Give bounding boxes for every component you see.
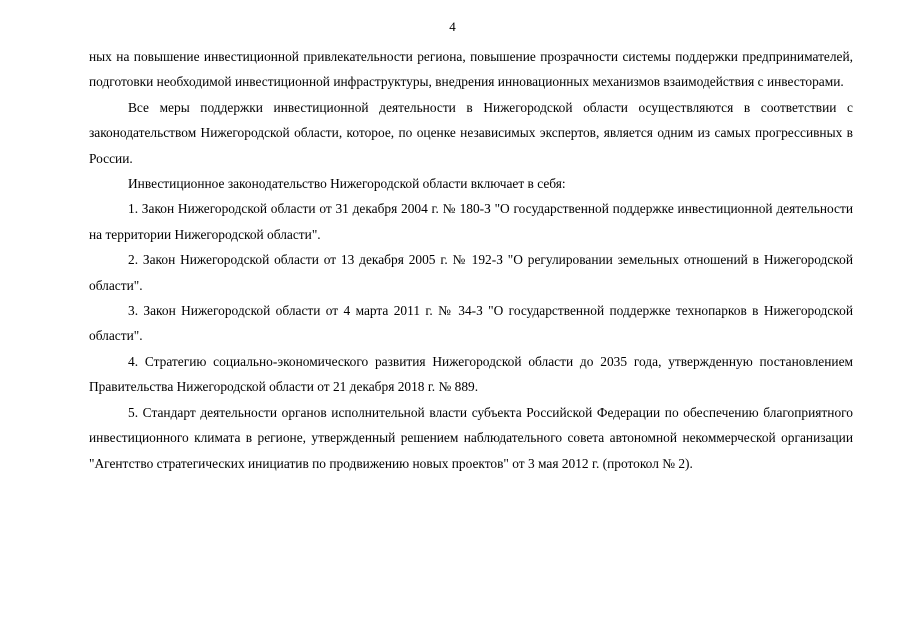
list-item-law-192: 2. Закон Нижегородской области от 13 декабря 2005 г. № 192-З "О регулировании земельных отношений в Нижегородской области". xyxy=(89,252,853,293)
page-number: 4 xyxy=(449,19,456,34)
list-item-strategy-2035: 4. Стратегию социально-экономического развития Нижегородской области до 2035 года, утвержденную постановлением Правительства Нижегородской области от 21 декабря 2018 г. № 889. xyxy=(89,353,853,395)
paragraph-continuation: ных на повышение инвестиционной привлекательности региона, повышение прозрачности системы поддержки предпринимателей, подготовки необходимой инвестиционной инфраструктуры, внедрения инновационных механизмов взаимодействия с инвесторами. xyxy=(89,49,853,90)
paragraph-legislation-intro: Инвестиционное законодательство Нижегородской области включает в себя: xyxy=(128,176,566,192)
list-item-law-180: 1. Закон Нижегородской области от 31 декабря 2004 г. № 180-З "О государственной поддержке инвестиционной деятельности на территории Нижегородской области". xyxy=(89,201,853,242)
list-item-law-34: 3. Закон Нижегородской области от 4 марта 2011 г. № 34-З "О государственной поддержке технопарков в Нижегородской области". xyxy=(89,303,853,344)
document-body xyxy=(89,44,853,476)
paragraph-support-measures: Все меры поддержки инвестиционной деятельности в Нижегородской области осуществляются в соответствии с законодательством Нижегородской области, которое, по оценке независимых экспертов, является одним из самых прогрессивных в России. xyxy=(89,99,853,166)
list-item-standard: 5. Стандарт деятельности органов исполнительной власти субъекта Российской Федерации по обеспечению благоприятного инвестиционного климата в регионе, утвержденный решением наблюдательного совета автономной некоммерческой организации "Агентство стратегических инициатив по продвижению новых проектов" от 3 мая 2012 г. (протокол № 2). xyxy=(89,404,853,471)
